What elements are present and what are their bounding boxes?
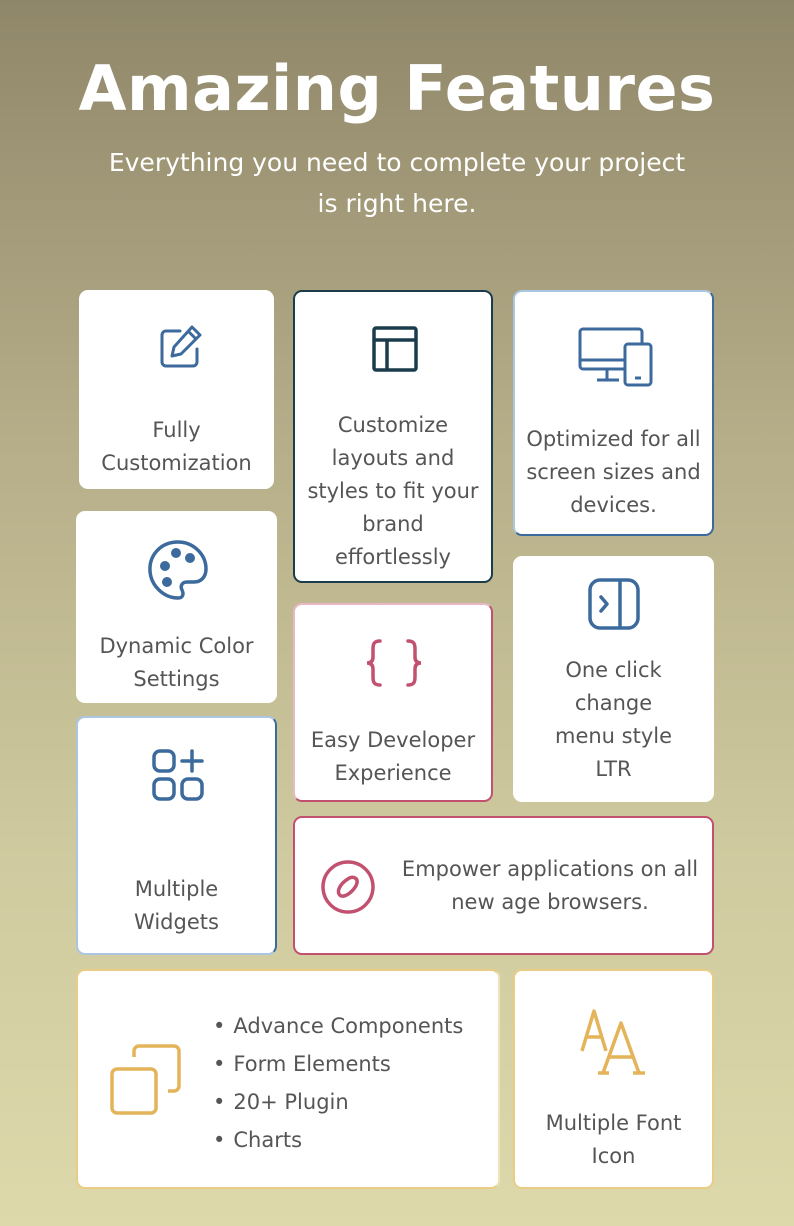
- feature-card-browsers: [293, 816, 714, 955]
- compass-icon: [319, 858, 377, 916]
- feature-label: Dynamic Color Settings: [99, 634, 254, 691]
- feature-label: Empower applications on all new age browsers.: [401, 857, 699, 914]
- components-list: [213, 1007, 463, 1159]
- list-item: • Advance Components: [213, 1007, 463, 1045]
- feature-card-responsive: [513, 290, 714, 536]
- sidebar-toggle-icon: [586, 576, 642, 632]
- feature-card-developer: [293, 603, 493, 802]
- copy-icon: [108, 1043, 184, 1119]
- feature-card-components: [76, 969, 500, 1189]
- edit-icon: [154, 322, 206, 374]
- feature-label: Optimized for all screen sizes and devices.: [526, 427, 701, 517]
- page-subtitle: Everything you need to complete your project is right here.: [108, 148, 686, 218]
- list-item: • Form Elements: [213, 1045, 463, 1083]
- layout-icon: [370, 324, 420, 374]
- feature-card-layouts: [293, 290, 493, 583]
- list-item: • 20+ Plugin: [213, 1083, 463, 1121]
- feature-label: Multiple Widgets: [134, 877, 219, 934]
- feature-card-menu-style: [513, 556, 714, 802]
- devices-icon: [577, 326, 657, 388]
- feature-card-font-icon: [513, 969, 714, 1189]
- feature-card-color-settings: [76, 511, 277, 703]
- feature-label: Fully Customization: [101, 418, 252, 475]
- feature-label: Multiple Font Icon: [545, 1111, 682, 1168]
- feature-card-widgets: [76, 716, 277, 955]
- feature-label: Easy Developer Experience: [310, 728, 476, 785]
- page-title: Amazing Features: [78, 52, 716, 125]
- braces-icon: [364, 637, 424, 689]
- font-size-icon: [579, 1007, 651, 1077]
- feature-card-customization: [79, 290, 274, 489]
- list-item: • Charts: [213, 1121, 463, 1159]
- feature-label: One click change menu style LTR: [554, 658, 673, 781]
- feature-label: Customize layouts and styles to fit your brand effortlessly: [307, 413, 479, 569]
- widgets-icon: [151, 748, 205, 802]
- palette-icon: [146, 538, 210, 602]
